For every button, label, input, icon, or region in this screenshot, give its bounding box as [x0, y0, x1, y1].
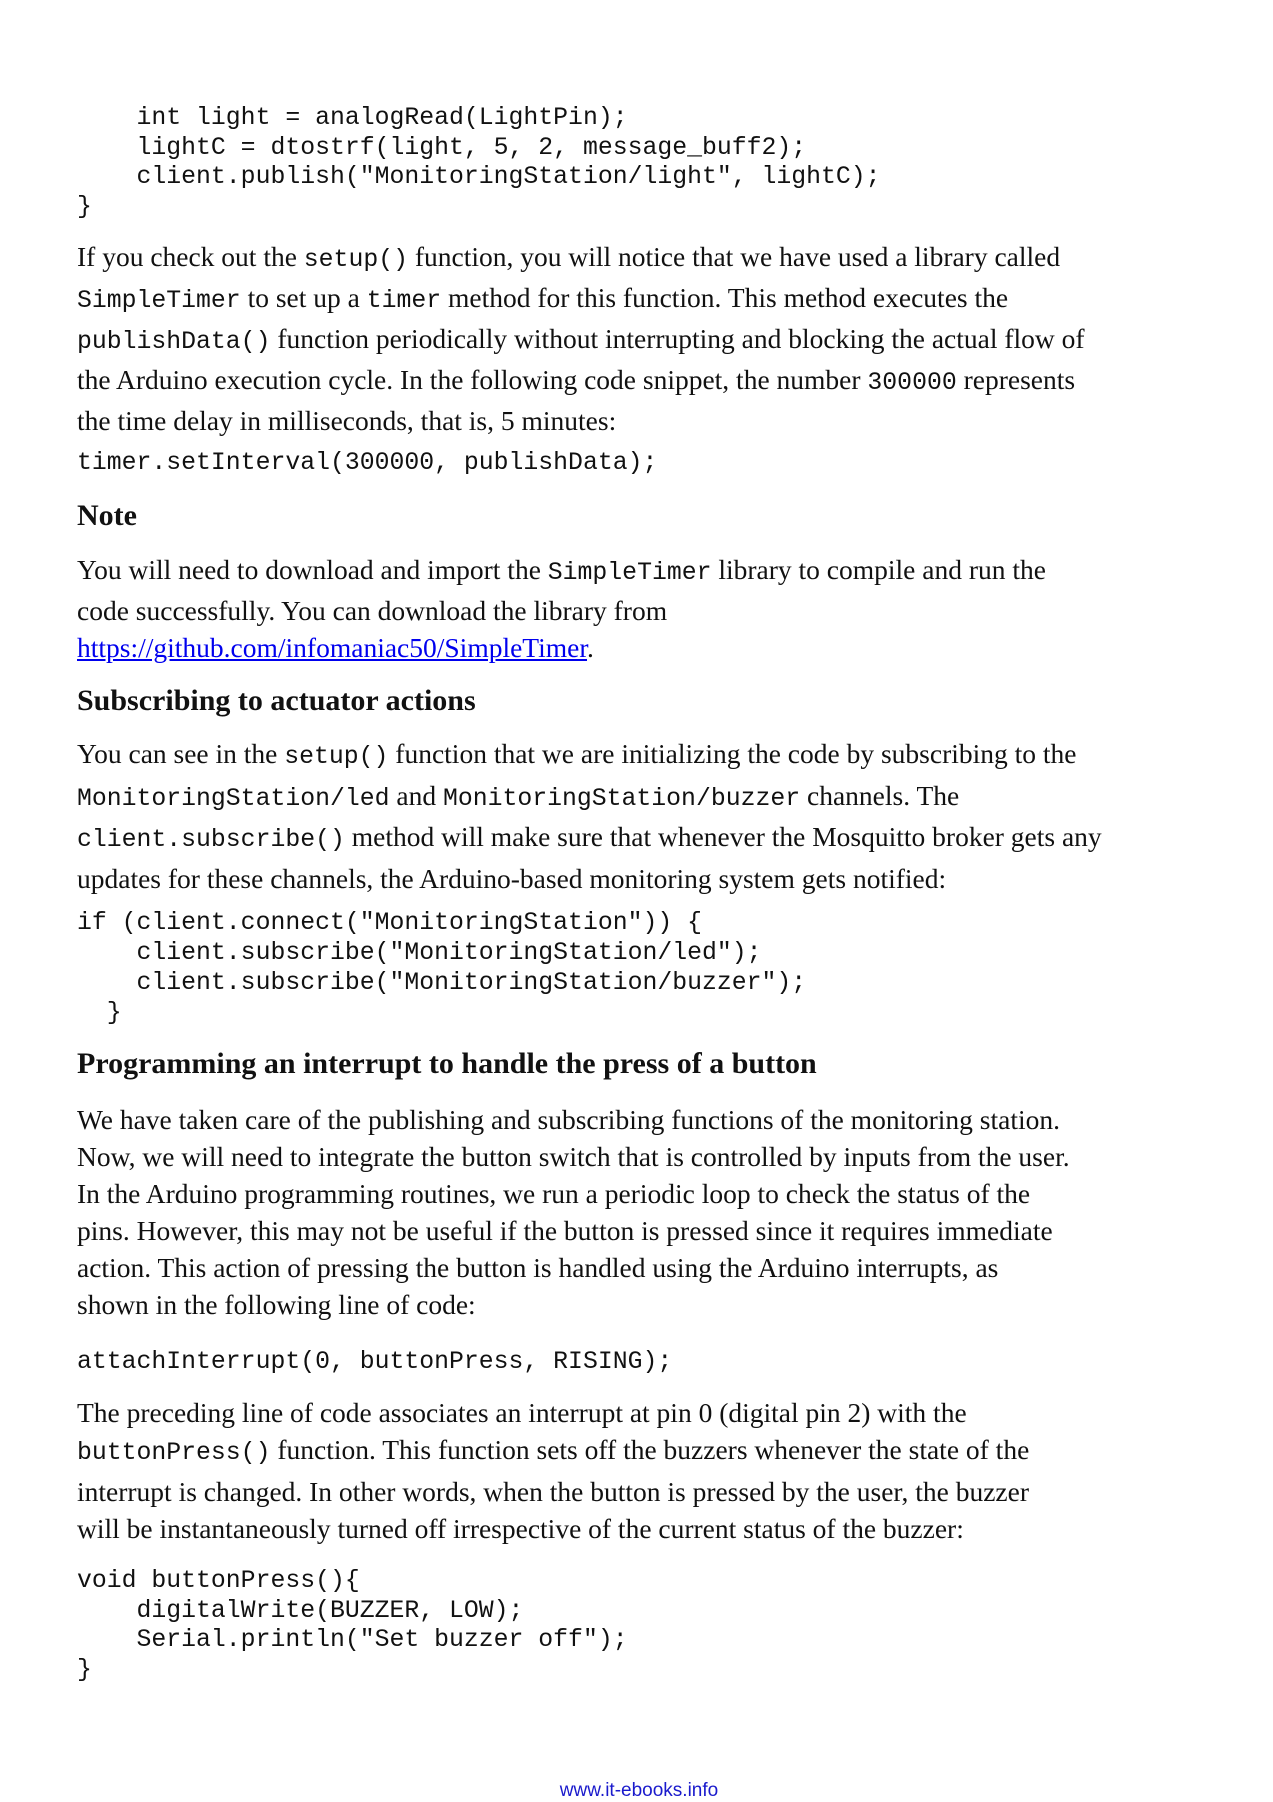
text: to set up a	[240, 282, 367, 314]
code-block-publish-light	[77, 104, 881, 223]
inline-code: buttonPress()	[77, 1439, 271, 1468]
inline-code: SimpleTimer	[547, 559, 712, 587]
text: represents	[956, 364, 1076, 396]
text: updates for these channels, the Arduino-based monitoring system gets notified:	[77, 862, 947, 894]
code-block-button-press	[77, 1567, 628, 1686]
text-line	[77, 1473, 1029, 1510]
inline-code: setup()	[303, 246, 408, 274]
code-line: client.subscribe("MonitoringStation/buzzer");	[77, 969, 807, 997]
code-line: }	[77, 999, 122, 1027]
code-line: }	[77, 193, 92, 222]
text-line	[77, 1510, 1029, 1547]
code-line: lightC = dtostrf(light, 5, 2, message_buff2);	[77, 133, 807, 162]
code-line: int light = analogRead(LightPin);	[77, 104, 628, 132]
text-line	[77, 279, 1085, 320]
text: function periodically without interrupting and blocking the actual flow of	[270, 323, 1085, 355]
heading-interrupt: Programming an interrupt to handle the press of a button	[77, 1047, 817, 1080]
text: function, you will notice that we have used a library called	[407, 241, 1061, 272]
text: code successfully. You can download the library from	[77, 595, 668, 627]
text: the time delay in milliseconds, that is, 5 minutes:	[77, 405, 617, 437]
text-line	[77, 361, 1085, 402]
inline-code: publishData()	[77, 328, 271, 357]
code-line: digitalWrite(BUZZER, LOW);	[77, 1596, 524, 1625]
text: will be instantaneously turned off irrespective of the current status of the buzzer:	[77, 1512, 964, 1544]
text-line	[77, 402, 1085, 439]
text-line	[77, 320, 1085, 361]
paragraph-subscribe	[77, 735, 1102, 897]
text: You can see in the	[77, 738, 285, 769]
text-line	[77, 1431, 1029, 1472]
text: If you check out the	[77, 241, 304, 272]
text-line	[77, 629, 1046, 666]
inline-code: client.subscribe()	[77, 826, 345, 854]
text: function that we are initializing the code by subscribing to the	[388, 738, 1077, 769]
text: The preceding line of code associates an interrupt at pin 0 (digital pin 2) with the	[77, 1397, 967, 1428]
text-line	[77, 777, 1102, 819]
heading-note: Note	[77, 499, 137, 532]
paragraph-interrupt	[77, 1101, 1070, 1323]
code-line: client.subscribe("MonitoringStation/led");	[77, 939, 762, 967]
code-line: Serial.println("Set buzzer off");	[77, 1626, 628, 1655]
text: method will make sure that whenever the Mosquitto broker gets any	[344, 821, 1102, 852]
text-line	[77, 1394, 1029, 1431]
text: the Arduino execution cycle. In the following code snippet, the number	[77, 364, 868, 396]
inline-code: SimpleTimer	[77, 287, 241, 316]
text-line: Now, we will need to integrate the button switch that is controlled by inputs from the user.	[77, 1141, 1070, 1172]
code-block-attach-interrupt	[77, 1348, 672, 1378]
text-line	[77, 238, 1085, 279]
text-line: In the Arduino programming routines, we run a periodic loop to check the status of the	[77, 1178, 1031, 1209]
text: channels. The	[800, 779, 960, 811]
text: function. This function sets off the buzzers whenever the state of the	[270, 1434, 1030, 1466]
paragraph-note	[77, 551, 1046, 666]
inline-code: MonitoringStation/buzzer	[442, 784, 801, 813]
text: interrupt is changed. In other words, when the button is pressed by the user, the buzzer	[77, 1475, 1029, 1507]
inline-code: setup()	[284, 743, 389, 771]
footer-watermark-link[interactable]: www.it-ebooks.info	[559, 1780, 719, 1801]
text-line	[77, 592, 1046, 629]
code-line: }	[77, 1656, 92, 1685]
paragraph-simpletimer	[77, 238, 1085, 439]
inline-code: timer	[366, 287, 442, 316]
code-line: client.publish("MonitoringStation/light", lightC);	[77, 163, 881, 192]
text-line: We have taken care of the publishing and subscribing functions of the monitoring station.	[77, 1104, 1060, 1135]
text-line	[77, 818, 1102, 860]
code-line: void buttonPress(){	[77, 1567, 360, 1595]
code-line: attachInterrupt(0, buttonPress, RISING);	[77, 1348, 673, 1376]
text: You will need to download and import the	[77, 554, 548, 585]
text: .	[587, 632, 594, 664]
text: library to compile and run the	[711, 554, 1046, 585]
inline-code: 300000	[867, 369, 957, 398]
text-line: action. This action of pressing the button is handled using the Arduino interrupts, as	[77, 1252, 999, 1283]
text-line: shown in the following line of code:	[77, 1289, 476, 1320]
text-line: pins. However, this may not be useful if the button is pressed since it requires immediate	[77, 1215, 1053, 1246]
text-line	[77, 860, 1102, 898]
code-block-set-interval	[77, 449, 657, 479]
paragraph-button-press	[77, 1394, 1029, 1547]
code-line: if (client.connect("MonitoringStation")) {	[77, 909, 702, 937]
text: and	[389, 779, 443, 811]
code-block-subscribe	[77, 908, 806, 1028]
simpletimer-link[interactable]: https://github.com/infomaniac50/SimpleTimer	[77, 632, 588, 664]
text-line	[77, 551, 1046, 592]
code-line: timer.setInterval(300000, publishData);	[77, 449, 658, 477]
inline-code: MonitoringStation/led	[77, 784, 390, 813]
text: method for this function. This method executes the	[441, 282, 1009, 314]
text-line	[77, 735, 1102, 777]
heading-subscribing: Subscribing to actuator actions	[77, 684, 476, 717]
